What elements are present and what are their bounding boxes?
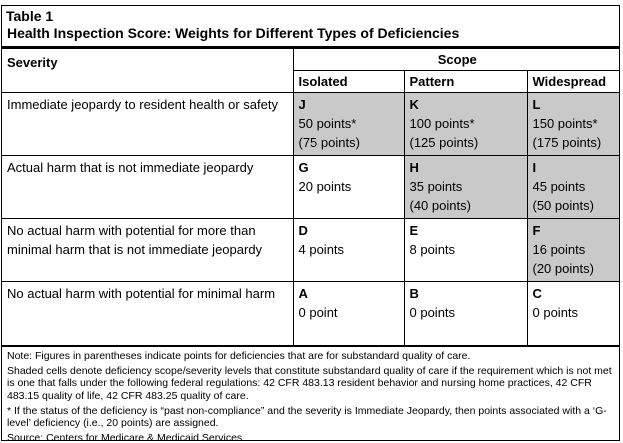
score-cell-widespread	[527, 156, 620, 219]
header-row-scope	[2, 49, 620, 71]
note-asterisk: * If the status of the deficiency is “past non-compliance” and the severity is Immediate Jeopardy, then points associated with a ‘G-level’ deficiency (i.e., 20 points) are assigned.	[7, 404, 607, 429]
scope-header: Scope	[293, 49, 620, 71]
deficiency-letter: E	[409, 223, 419, 238]
points-value: 0 point	[298, 305, 338, 320]
score-cell-pattern	[404, 282, 527, 345]
weights-table	[2, 48, 620, 345]
table-notes	[2, 345, 619, 442]
score-cell-pattern	[404, 219, 527, 282]
table-body	[2, 93, 620, 345]
substandard-points-value: (20 points)	[532, 261, 594, 276]
table-row	[2, 219, 620, 282]
substandard-points-value: (75 points)	[298, 135, 360, 150]
column-header-widespread: Widespread	[527, 71, 620, 93]
points-value: 150 points*	[532, 116, 598, 131]
deficiency-letter: H	[409, 160, 419, 175]
points-value: 20 points	[298, 179, 352, 194]
table-row	[2, 156, 620, 219]
score-cell-widespread	[527, 282, 620, 345]
score-cell-pattern	[404, 93, 527, 156]
table-figure	[1, 5, 620, 441]
points-value: 4 points	[298, 242, 345, 257]
deficiency-letter: I	[532, 160, 537, 175]
substandard-points-value: (125 points)	[409, 135, 479, 150]
score-cell-widespread	[527, 93, 620, 156]
severity-cell: No actual harm with potential for more than minimal harm that is not immediate jeopardy	[2, 219, 293, 282]
deficiency-letter: K	[409, 97, 419, 112]
column-header-isolated: Isolated	[293, 71, 404, 93]
note-parentheses: Note: Figures in parentheses indicate points for deficiencies that are for substandard quality of care.	[7, 349, 471, 362]
deficiency-letter: D	[298, 223, 308, 238]
points-value: 16 points	[532, 242, 586, 257]
score-cell-isolated	[293, 282, 404, 345]
substandard-points-value: (175 points)	[532, 135, 602, 150]
severity-cell: Immediate jeopardy to resident health or safety	[2, 93, 293, 156]
deficiency-letter: J	[298, 97, 306, 112]
points-value: 50 points*	[298, 116, 357, 131]
points-value: 0 points	[409, 305, 456, 320]
score-cell-isolated	[293, 156, 404, 219]
points-value: 8 points	[409, 242, 456, 257]
deficiency-letter: C	[532, 286, 542, 301]
points-value: 45 points	[532, 179, 586, 194]
table-title-block	[2, 6, 619, 48]
points-value: 0 points	[532, 305, 579, 320]
table-row	[2, 93, 620, 156]
score-cell-widespread	[527, 219, 620, 282]
table-number: Table 1	[6, 8, 54, 24]
severity-cell: No actual harm with potential for minimal harm	[2, 282, 293, 345]
deficiency-letter: A	[298, 286, 308, 301]
table-row	[2, 282, 620, 345]
note-shaded-cells: Shaded cells denote deficiency scope/severity levels that constitute substandard quality of care if the requirement which is not met is one that falls under the following federal regulations: 42 CFR 483.13 resident behavior and nursing home practices, 42 CFR 483.15 quality of life, 42 CFR 483.25 quality of care.	[7, 364, 612, 402]
deficiency-letter: B	[409, 286, 419, 301]
severity-header: Severity	[2, 49, 293, 93]
score-cell-isolated	[293, 93, 404, 156]
deficiency-letter: G	[298, 160, 309, 175]
score-cell-isolated	[293, 219, 404, 282]
table-title: Health Inspection Score: Weights for Different Types of Deficiencies	[7, 25, 460, 41]
column-header-pattern: Pattern	[404, 71, 527, 93]
points-value: 35 points	[409, 179, 463, 194]
severity-cell: Actual harm that is not immediate jeopardy	[2, 156, 293, 219]
deficiency-letter: L	[532, 97, 541, 112]
note-source: Source: Centers for Medicare & Medicaid Services	[7, 432, 243, 441]
points-value: 100 points*	[409, 116, 475, 131]
score-cell-pattern	[404, 156, 527, 219]
deficiency-letter: F	[532, 223, 541, 238]
substandard-points-value: (40 points)	[409, 198, 471, 213]
substandard-points-value: (50 points)	[532, 198, 594, 213]
